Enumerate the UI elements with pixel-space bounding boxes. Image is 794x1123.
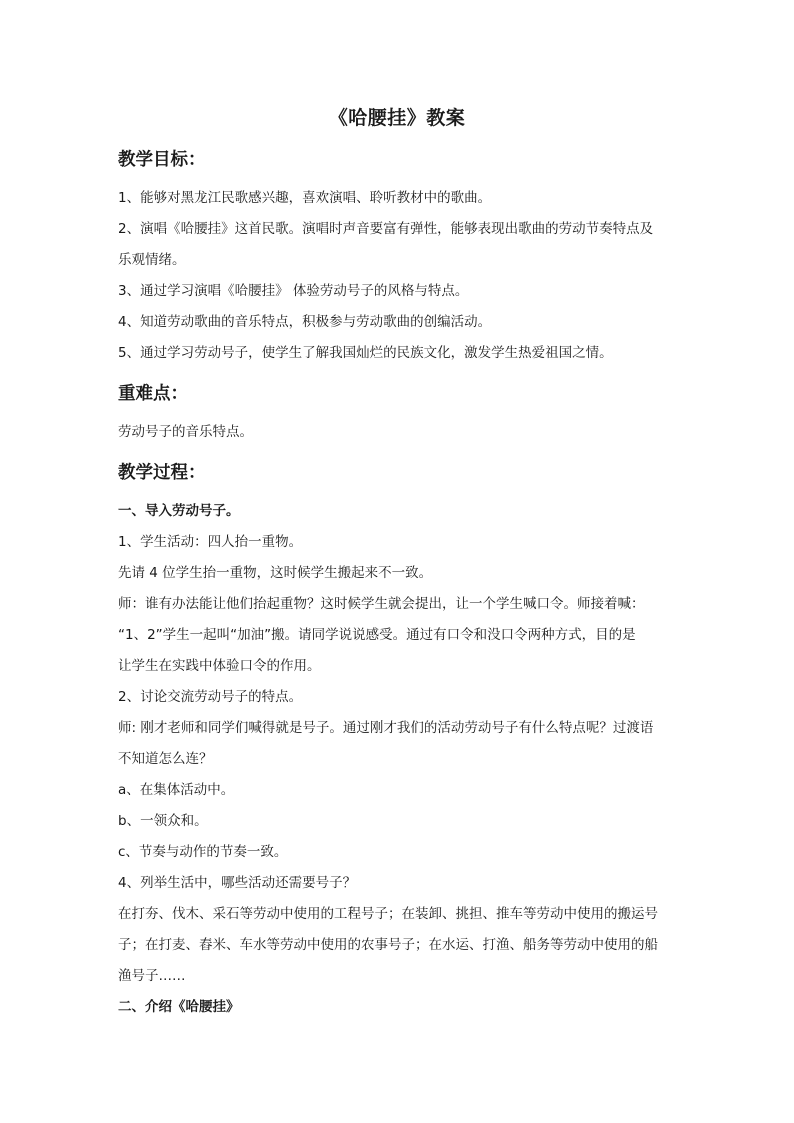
goal-line: 5、通过学习劳动号子，使学生了解我国灿烂的民族文化，激发学生热爱祖国之情。	[118, 345, 613, 361]
process-subheading: 二、介绍《哈腰挂》	[118, 999, 240, 1015]
goal-line: 3、通过学习演唱《哈腰挂》 体验劳动号子的风格与特点。	[118, 283, 469, 299]
process-line: 师：谁有办法能让他们抬起重物？这时候学生就会提出，让一个学生喊口令。师接着喊：	[118, 596, 645, 612]
process-line: b、一领众和。	[118, 813, 208, 829]
goal-line: 乐观情绪。	[118, 252, 186, 268]
process-line: 4、列举生活中，哪些活动还需要号子？	[118, 875, 357, 891]
process-line: 师: 刚才老师和同学们喊得就是号子。通过刚才我们的活动劳动号子有什么特点呢？过渡语	[118, 720, 654, 736]
goal-line: 4、知道劳动歌曲的音乐特点，积极参与劳动歌曲的创编活动。	[118, 314, 492, 330]
process-line: 子；在打麦、舂米、车水等劳动中使用的农事号子；在水运、打渔、船务等劳动中使用的船	[118, 937, 658, 953]
process-line: “1、2”学生一起叫“加油”搬。请同学说说感受。通过有口令和没口令两种方式，目的是	[118, 627, 636, 643]
process-line: 不知道怎么连？	[118, 751, 213, 767]
goal-line: 2、演唱《哈腰挂》这首民歌。演唱时声音要富有弹性，能够表现出歌曲的劳动节奏特点及	[118, 221, 654, 237]
key-point-line: 劳动号子的音乐特点。	[118, 424, 253, 440]
process-line: 渔号子……	[118, 968, 186, 984]
process-line: 在打夯、伐木、采石等劳动中使用的工程号子；在装卸、挑担、推车等劳动中使用的搬运号	[118, 906, 658, 922]
key-points-heading: 重难点：	[118, 384, 188, 404]
process-heading: 教学过程：	[118, 463, 206, 483]
process-line: c、节奏与动作的节奏一致。	[118, 844, 288, 860]
process-line: 1、学生活动：四人抬一重物。	[118, 534, 303, 550]
process-line: 先请 4 位学生抬一重物，这时候学生搬起来不一致。	[118, 565, 433, 581]
process-line: 让学生在实践中体验口令的作用。	[118, 658, 321, 674]
process-line: a、在集体活动中。	[118, 782, 235, 798]
document-title: 《哈腰挂》教案	[328, 107, 466, 129]
process-line: 2、讨论交流劳动号子的特点。	[118, 689, 303, 705]
process-subheading: 一、导入劳动号子。	[118, 503, 240, 519]
document-body	[118, 147, 680, 1023]
goal-line: 1、能够对黑龙江民歌感兴趣，喜欢演唱、聆听教材中的歌曲。	[118, 190, 492, 206]
goals-heading: 教学目标：	[118, 150, 206, 170]
